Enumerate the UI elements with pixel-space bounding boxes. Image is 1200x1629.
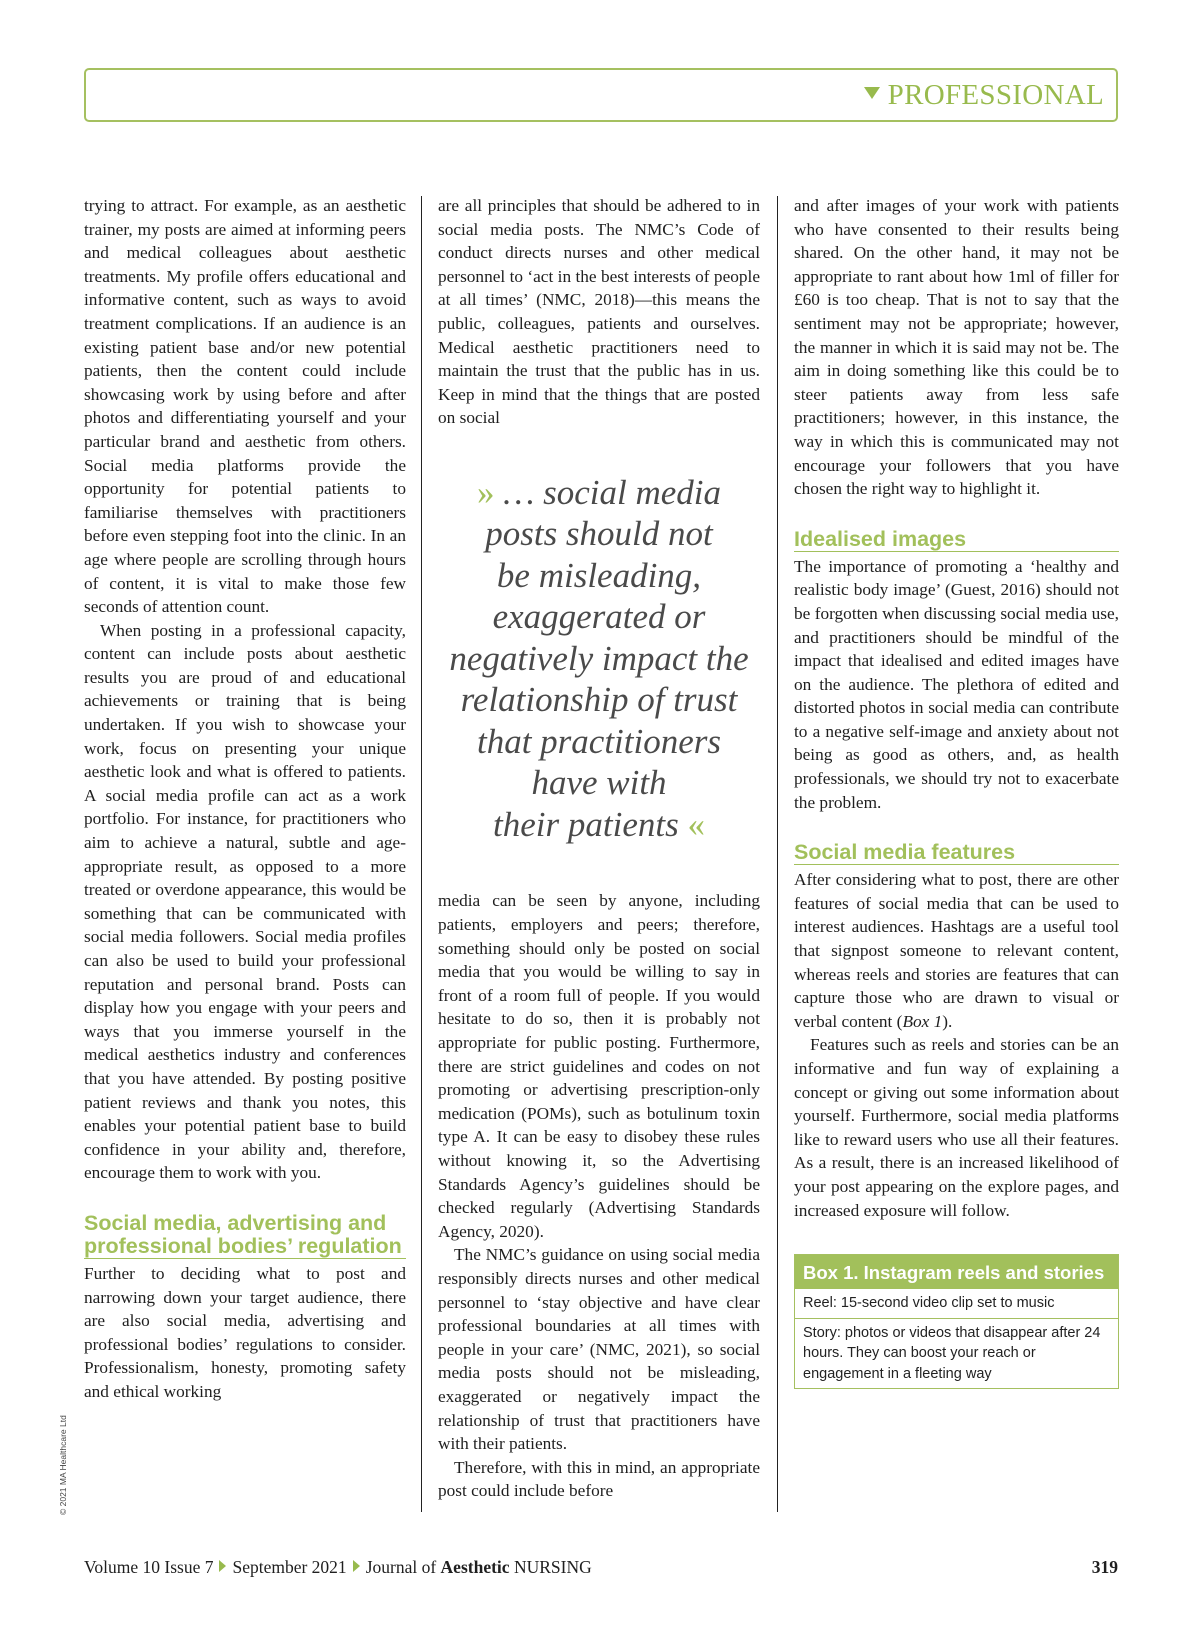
pull-quote-line: exaggerated or — [492, 597, 706, 637]
section-tag — [864, 79, 1104, 112]
footer-journal-bold: Aesthetic — [440, 1557, 510, 1577]
pull-quote-line: negatively impact the — [449, 638, 749, 678]
paragraph: and after images of your work with patients who have consented to their results being shared. On the other hand, it may not be appropriate to rant about how 1ml of filler for £60 is too cheap. That is not to say that the sentiment may not be appropriate; however, the manner in which it is said may not be. The aim in doing something like this could be to steer patients away from less safe practitioners; however, in this instance, the way in which this is communicated may not encourage your followers that you have chosen the right way to highlight it. — [794, 196, 1119, 499]
copyright-notice: © 2021 MA Healthcare Ltd — [58, 1415, 68, 1515]
paragraph: trying to attract. For example, as an aesthetic trainer, my posts are aimed at informing peers and medical colleagues about aesthetic treatments. My profile offers educational and informative content, such as ways to avoid treatment complications. If an audience is an existing patient base and/or new potential patients, then the content could include showcasing work by using before and after photos and differentiating yourself and your particular brand and aesthetic from others. Social media platforms provide the opportunity for potential patients to familiarise themselves with practitioners before even stepping foot into the clinic. In an age where people are scrolling through hours of content, it is vital to make those few seconds of attention count. — [84, 196, 406, 617]
info-box-row: Reel: 15-second video clip set to music — [803, 1295, 1055, 1312]
paragraph — [794, 868, 1119, 1033]
footer-volume: Volume 10 Issue 7 — [84, 1557, 214, 1577]
quote-close-mark: « — [687, 804, 705, 844]
paragraph: are all principles that should be adhered to in social media posts. The NMC’s Code of conduct directs nurses and other medical personnel to ‘act in the best interests of people at all times’ (NMC, 2018)—this means the public, colleagues, patients and ourselves. Medical aesthetic practitioners need to maintain the trust that the public has in us. Keep in mind that the things that are posted on social — [438, 196, 760, 428]
section-header-box — [84, 68, 1118, 122]
subheading-idealised-images: Idealised images — [794, 528, 1119, 552]
pull-quote-line: relationship of trust — [460, 680, 738, 720]
paragraph: The importance of promoting a ‘healthy and realistic body image’ (Guest, 2016) should not be forgotten when discussing social media use, and practitioners should be mindful of the impact that idealised and edited images have on the audience. The plethora of edited and distorted photos in social media can contribute to a negative self-image and anxiety about not being as good as others, and, as health professionals, we should try not to exacerbate the problem. — [794, 556, 1119, 812]
footer-date: September 2021 — [232, 1557, 347, 1577]
page-number: 319 — [1091, 1557, 1118, 1577]
paragraph: Therefore, with this in mind, an appropriate post could include before — [438, 1457, 760, 1501]
text-run: ). — [942, 1011, 953, 1031]
arrow-right-icon — [353, 1560, 360, 1572]
pull-quote-line: that practitioners — [476, 721, 722, 761]
info-box — [794, 1254, 1119, 1389]
info-box-row: Story: photos or videos that disappear after 24 hours. They can boost your reach or engagement in a fleeting way — [795, 1318, 1118, 1389]
column-divider — [777, 196, 778, 1512]
paragraph: When posting in a professional capacity, content can include posts about aesthetic results you are proud of and educational achievements or training that is being undertaken. If you wish to showcase your work, focus on presenting your unique aesthetic look and what is offered to patients. A social media profile can act as a work portfolio. For instance, for practitioners who aim to achieve a natural, subtle and age-appropriate result, as opposed to a more treated or overdone appearance, this would be something that can be communicated with social media followers. Social media profiles can also be used to build your professional reputation and personal brand. Posts can display how you engage with your peers and ways that you immerse yourself in the medical aesthetics industry and conferences that you have attended. By posting positive patient reviews and thank you notes, this enables your potential patient base to build confidence in your ability and, therefore, encourage them to work with you. — [84, 620, 406, 1183]
paragraph: The NMC’s guidance on using social media responsibly directs nurses and other medical personnel to ‘stay objective and have clear professional boundaries at all times with people in your care’ (NMC, 2021), so social media posts should not be misleading, exaggerated or negatively impact the relationship of trust that practitioners have with their patients. — [438, 1245, 760, 1454]
triangle-down-icon — [864, 87, 880, 99]
footer-journal-suffix: NURSING — [513, 1557, 592, 1577]
pull-quote-line: … social media — [503, 472, 721, 512]
paragraph: Further to deciding what to post and narrowing down your target audience, there are also social media, advertising and professional bodies’ regulations to consider. Professionalism, honesty, promoting safety and ethical working — [84, 1263, 406, 1401]
subheading-social-media-features: Social media features — [794, 841, 1119, 865]
info-box-title: Box 1. Instagram reels and stories — [795, 1255, 1118, 1289]
pull-quote — [438, 472, 760, 846]
pull-quote-line: have with — [531, 763, 667, 803]
paragraph: media can be seen by anyone, including patients, employers and peers; therefore, something should only be posted on social media that you would be willing to say in front of a room full of people. If you would hesitate to do so, then it is probably not appropriate for public posting. Furthermore, there are strict guidelines and codes on not promoting or advertising prescription-only medication (POMs), such as botulinum toxin type A. It can be easy to disobey these rules without knowing it, so the Advertising Standards Agency’s guidelines should be checked regularly (Advertising Standards Agency, 2020). — [438, 891, 760, 1241]
footer — [84, 1557, 592, 1578]
pull-quote-line: posts should not — [485, 514, 713, 554]
subheading-regulation: Social media, advertising and professional bodies’ regulation — [84, 1212, 406, 1259]
column-2 — [438, 194, 760, 1503]
pull-quote-line: be misleading, — [496, 555, 702, 595]
text-run: After considering what to post, there are other features of social media that can be used to interest audiences. Hashtags are a useful tool that signpost someone to relevant content, whereas reels and stories are features that can capture those who are drawn to visual or verbal content ( — [794, 870, 1119, 1031]
paragraph: Features such as reels and stories can be an informative and fun way of explaining a concept or giving out some information about yourself. Furthermore, social media platforms like to reward users who use all their features. As a result, there is an increased likelihood of your post appearing on the explore pages, and increased exposure will follow. — [794, 1035, 1119, 1220]
column-3 — [794, 194, 1119, 1389]
box-reference: Box 1 — [902, 1011, 943, 1031]
column-divider — [421, 196, 422, 1512]
arrow-right-icon — [219, 1560, 226, 1572]
footer-journal-prefix: Journal of — [365, 1557, 437, 1577]
column-1 — [84, 194, 406, 1404]
quote-open-mark: » — [476, 472, 495, 512]
section-label: PROFESSIONAL — [887, 79, 1104, 111]
pull-quote-line: their patients — [493, 804, 679, 844]
